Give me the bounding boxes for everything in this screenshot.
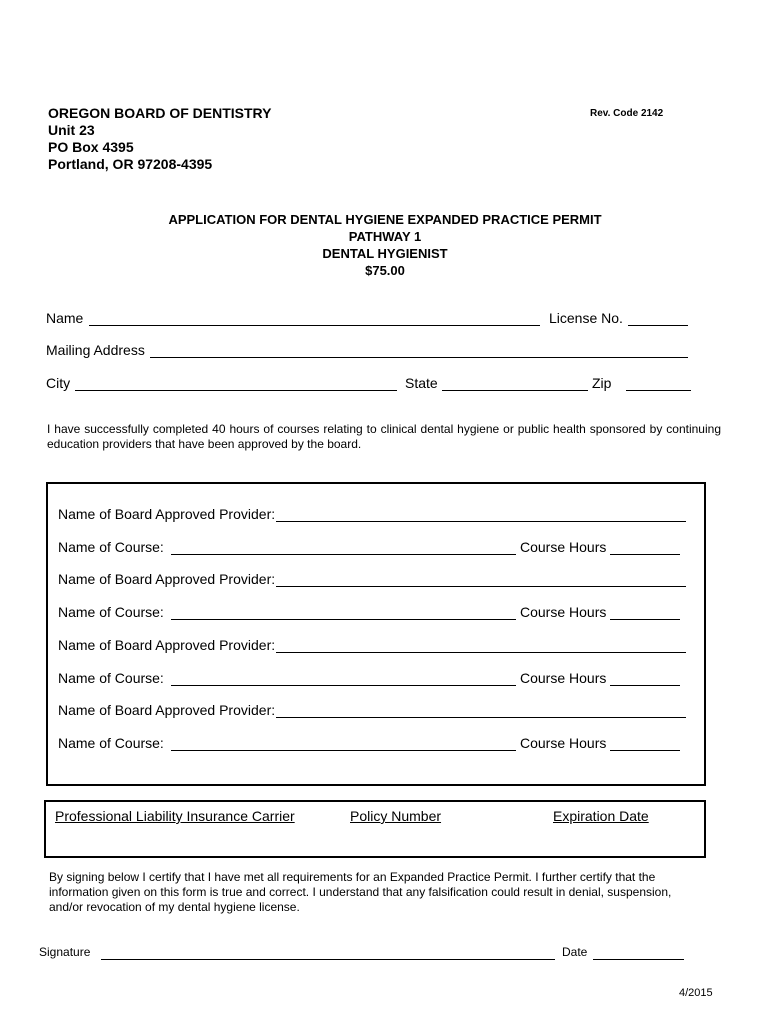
provider-label: Name of Board Approved Provider: — [58, 571, 276, 587]
certification-text: By signing below I certify that I have met all requirements for an Expanded Practice Permit. I further certify that the information given on this form is true and correct. I understand that any falsification could result in denial, suspension, and/or revocation of my dental hygiene license. — [49, 870, 672, 914]
provider-label: Name of Board Approved Provider: — [58, 506, 276, 522]
course-hours-field[interactable] — [610, 619, 680, 620]
name-field[interactable] — [89, 325, 540, 326]
agency-po-box: PO Box 4395 — [48, 139, 134, 155]
form-title: APPLICATION FOR DENTAL HYGIENE EXPANDED PRACTICE PERMIT — [168, 212, 602, 227]
state-field[interactable] — [442, 390, 588, 391]
course-statement: I have successfully completed 40 hours of courses relating to clinical dental hygiene or public health sponsored by continuing education providers that have been approved by the board. — [47, 422, 721, 451]
rev-code: Rev. Code 2142 — [590, 108, 664, 119]
state-label: State — [405, 375, 438, 391]
date-label: Date — [562, 945, 588, 959]
date-field[interactable] — [593, 959, 684, 960]
course-name-label: Name of Course: — [58, 670, 164, 686]
provider-field[interactable] — [276, 521, 686, 522]
license-label: License No. — [549, 310, 623, 326]
signature-field[interactable] — [101, 959, 555, 960]
signature-label: Signature — [39, 945, 91, 959]
provider-field[interactable] — [276, 586, 686, 587]
course-name-label: Name of Course: — [58, 735, 164, 751]
course-name-field[interactable] — [171, 554, 516, 555]
course-name-label: Name of Course: — [58, 539, 164, 555]
course-hours-field[interactable] — [610, 685, 680, 686]
zip-field[interactable] — [626, 390, 691, 391]
provider-field[interactable] — [276, 652, 686, 653]
provider-field[interactable] — [276, 717, 686, 718]
zip-label: Zip — [592, 375, 612, 391]
insurance-box — [44, 800, 706, 858]
city-label: City — [46, 375, 71, 391]
form-fee: $75.00 — [365, 263, 405, 278]
course-hours-field[interactable] — [610, 750, 680, 751]
course-name-field[interactable] — [171, 750, 516, 751]
provider-label: Name of Board Approved Provider: — [58, 637, 276, 653]
policy-number-label: Policy Number — [350, 808, 442, 824]
expiration-date-label: Expiration Date — [553, 808, 649, 824]
form-pathway: PATHWAY 1 — [348, 229, 422, 244]
agency-name: OREGON BOARD OF DENTISTRY — [48, 105, 272, 121]
mailing-address-label: Mailing Address — [46, 342, 145, 358]
name-label: Name — [46, 310, 84, 326]
course-name-label: Name of Course: — [58, 604, 164, 620]
course-hours-label: Course Hours — [520, 735, 607, 751]
course-hours-label: Course Hours — [520, 539, 607, 555]
course-name-field[interactable] — [171, 619, 516, 620]
course-hours-field[interactable] — [610, 554, 680, 555]
agency-city: Portland, OR 97208-4395 — [48, 156, 213, 172]
form-role: DENTAL HYGIENIST — [322, 246, 448, 261]
mailing-address-field[interactable] — [150, 357, 688, 358]
city-field[interactable] — [75, 390, 397, 391]
form-revision-date: 4/2015 — [679, 987, 713, 999]
course-name-field[interactable] — [171, 685, 516, 686]
license-field[interactable] — [628, 325, 688, 326]
course-hours-label: Course Hours — [520, 604, 607, 620]
course-hours-label: Course Hours — [520, 670, 607, 686]
agency-unit: Unit 23 — [48, 122, 95, 138]
courses-box — [46, 482, 706, 786]
insurance-carrier-label: Professional Liability Insurance Carrier — [55, 808, 295, 824]
provider-label: Name of Board Approved Provider: — [58, 702, 276, 718]
